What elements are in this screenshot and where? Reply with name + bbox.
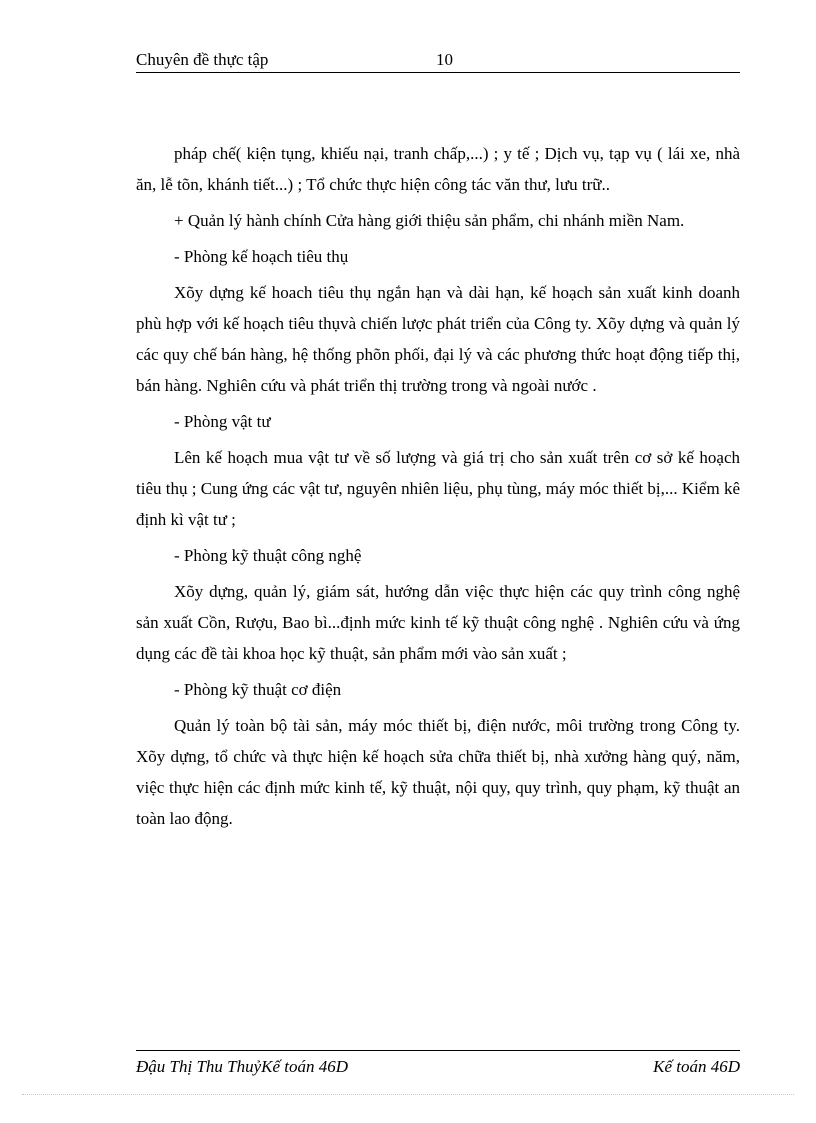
paragraph: Quản lý toàn bộ tài sản, máy móc thiết bị, điện nước, môi trường trong Công ty. Xõy dựng, tổ chức và thực hiện kế hoạch sửa chữa thiết bị, nhà xưởng hàng quý, năm, việc thực hiện các định mức kinh tế, kỹ thuật, nội quy, quy trình, quy phạm, kỹ thuật an toàn lao động. bbox=[136, 716, 740, 828]
body-text bbox=[136, 138, 740, 839]
page-footer bbox=[136, 1050, 740, 1076]
page-number: 10 bbox=[436, 50, 453, 69]
paragraph: Xõy dựng kế hoach tiêu thụ ngắn hạn và dài hạn, kế hoạch sản xuất kinh doanh phù hợp với kế hoạch tiêu thụvà chiến lược phát triển của Công ty. Xõy dựng và quản lý các quy chế bán hàng, hệ thống phõn phối, đại lý và các phương thức hoạt động tiếp thị, bán hàng. Nghiên cứu và phát triển thị trường trong và ngoài nước . bbox=[136, 283, 740, 395]
footer-author: Đậu Thị Thu ThuỷKế toán 46D bbox=[136, 1057, 349, 1076]
paragraph: pháp chế( kiện tụng, khiếu nại, tranh chấp,...) ; y tế ; Dịch vụ, tạp vụ ( lái xe, nhà ăn, lễ tõn, khánh tiết...) ; Tổ chức thực hiện công tác văn thư, lưu trữ.. bbox=[136, 144, 740, 194]
section-heading: - Phòng kỹ thuật công nghệ bbox=[174, 546, 362, 565]
section-heading: - Phòng kế hoạch tiêu thụ bbox=[174, 247, 349, 266]
paragraph: + Quản lý hành chính Cửa hàng giới thiệu sản phẩm, chi nhánh miền Nam. bbox=[174, 211, 685, 230]
page-boundary bbox=[22, 1094, 794, 1095]
section-heading: - Phòng kỹ thuật cơ điện bbox=[174, 680, 342, 699]
section-heading: - Phòng vật tư bbox=[174, 412, 271, 431]
paragraph: Xõy dựng, quản lý, giám sát, hướng dẫn việc thực hiện các quy trình công nghệ sản xuất Cồn, Rượu, Bao bì...định mức kinh tế kỹ thuật công nghệ . Nghiên cứu và ứng dụng các đề tài khoa học kỹ thuật, sản phẩm mới vào sản xuất ; bbox=[136, 582, 740, 663]
paragraph: Lên kế hoạch mua vật tư về số lượng và giá trị cho sản xuất trên cơ sở kế hoạch tiêu thụ ; Cung ứng các vật tư, nguyên nhiên liệu, phụ tùng, máy móc thiết bị,... Kiểm kê định kì vật tư ; bbox=[136, 448, 740, 529]
page-header bbox=[136, 48, 740, 73]
header-title: Chuyên đề thực tập bbox=[136, 50, 269, 69]
footer-class: Kế toán 46D bbox=[653, 1057, 740, 1076]
